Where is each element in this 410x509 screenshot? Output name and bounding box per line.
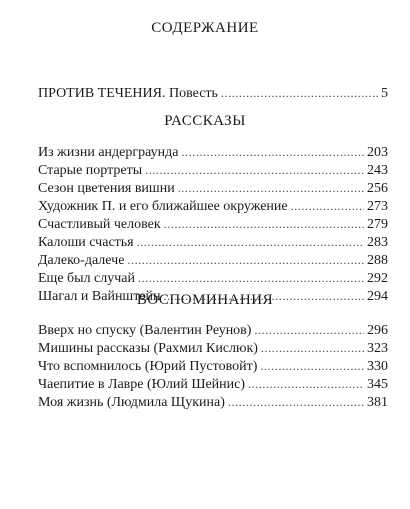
toc-entry-title: Художник П. и его ближайшее окружение bbox=[38, 199, 288, 214]
toc-entry bbox=[38, 198, 388, 215]
dot-leader bbox=[221, 85, 378, 102]
toc-entry-page: 5 bbox=[381, 86, 388, 101]
toc-entry bbox=[38, 180, 388, 197]
toc-entry bbox=[38, 322, 388, 339]
toc-entry-page: 381 bbox=[367, 395, 388, 410]
toc-entry bbox=[38, 270, 388, 287]
toc-entry-title: Мишины рассказы (Рахмил Кислюк) bbox=[38, 341, 258, 356]
dot-leader bbox=[164, 216, 364, 233]
toc-entry-title: Старые портреты bbox=[38, 163, 143, 178]
toc-entry-page: 283 bbox=[367, 235, 388, 250]
toc-entry-page: 279 bbox=[367, 217, 388, 232]
toc-entry bbox=[38, 144, 388, 161]
dot-leader bbox=[181, 144, 364, 161]
dot-leader bbox=[138, 270, 364, 287]
toc-entry-page: 203 bbox=[367, 145, 388, 160]
toc-entry-title: Далеко-далече bbox=[38, 253, 125, 268]
toc-entry-page: 345 bbox=[367, 377, 388, 392]
contents-heading: СОДЕРЖАНИЕ bbox=[151, 20, 259, 36]
toc-entry bbox=[38, 162, 388, 179]
dot-leader bbox=[254, 322, 364, 339]
toc-entry bbox=[38, 252, 388, 269]
dot-leader bbox=[137, 234, 364, 251]
toc-entry-title: Чаепитие в Лавре (Юлий Шейнис) bbox=[38, 377, 246, 392]
toc-entry-page: 296 bbox=[367, 323, 388, 338]
toc-entry-page: 243 bbox=[367, 163, 388, 178]
toc-entry-title: Сезон цветения вишни bbox=[38, 181, 175, 196]
toc-entry-page: 294 bbox=[367, 289, 388, 304]
toc-entry-novella bbox=[38, 85, 388, 102]
toc-entry-title: Калоши счастья bbox=[38, 235, 134, 250]
stories-heading: РАССКАЗЫ bbox=[164, 113, 246, 129]
dot-leader bbox=[145, 162, 364, 179]
toc-entry-page: 273 bbox=[367, 199, 388, 214]
toc-entry bbox=[38, 234, 388, 251]
dot-leader bbox=[261, 340, 364, 357]
memoirs-heading: ВОСПОМИНАНИЯ bbox=[136, 292, 274, 308]
toc-entry-title: Шагал и Вайнштейн bbox=[38, 289, 161, 304]
toc-entry-title: Что вспомнилось (Юрий Пустовойт) bbox=[38, 359, 258, 374]
dot-leader bbox=[248, 376, 364, 393]
toc-entry bbox=[38, 340, 388, 357]
toc-entry bbox=[38, 376, 388, 393]
toc-entry-page: 292 bbox=[367, 271, 388, 286]
toc-entry-title: Из жизни андерграунда bbox=[38, 145, 179, 160]
dot-leader bbox=[178, 180, 364, 197]
dot-leader bbox=[291, 198, 364, 215]
toc-entry-page: 323 bbox=[367, 341, 388, 356]
toc-entry-title: Моя жизнь (Людмила Щукина) bbox=[38, 395, 225, 410]
toc-entry-title: Счастливый человек bbox=[38, 217, 161, 232]
toc-entry-page: 256 bbox=[367, 181, 388, 196]
toc-entry-title: Вверх но спуску (Валентин Реунов) bbox=[38, 323, 252, 338]
toc-entry bbox=[38, 216, 388, 233]
toc-entry-title: ПРОТИВ ТЕЧЕНИЯ. Повесть bbox=[38, 86, 218, 101]
toc-entry-title: Еще был случай bbox=[38, 271, 136, 286]
toc-entry bbox=[38, 358, 388, 375]
dot-leader bbox=[228, 394, 364, 411]
toc-entry bbox=[38, 394, 388, 411]
dot-leader bbox=[127, 252, 364, 269]
toc-entry-page: 330 bbox=[367, 359, 388, 374]
toc-entry-page: 288 bbox=[367, 253, 388, 268]
dot-leader bbox=[260, 358, 364, 375]
